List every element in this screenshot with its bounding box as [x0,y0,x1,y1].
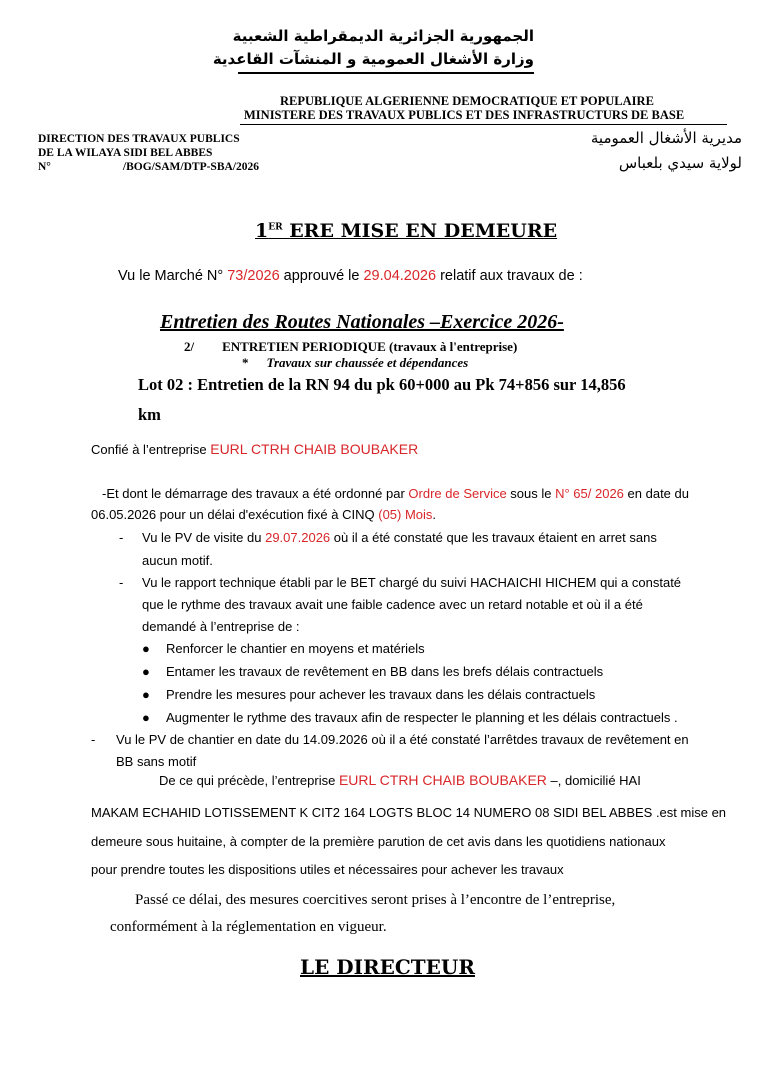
conclusion-line-4: pour prendre toutes les dispositions utiles et nécessaires pour achever les travaux [91,862,564,877]
start-ordre: Ordre de Service [408,486,507,501]
title-superscript: ER [268,222,283,233]
arabic-ministry-heading: وزارة الأشغال العمومية و المنشآت القاعدية [212,50,534,68]
start-duration: (05) Mois [378,507,433,522]
reference-label: N° [38,161,51,173]
start-line-2 [91,507,436,522]
fr-ministry-heading: MINISTERE DES TRAVAUX PUBLICS ET DES INFRASTRUCTURS DE BASE [244,108,685,122]
conclusion-name: EURL CTRH CHAIB BOUBAKER [338,772,547,788]
marche-number: 73/2026 [227,268,280,284]
start-prefix: -Et dont le démarrage des travaux a été ordonné par [102,486,409,501]
start-suffix: en date du [623,486,689,501]
bullet-dot: ● [142,687,150,702]
conclusion-line-1 [159,772,641,788]
pv-date: 29.07.2026 [265,530,331,545]
conclusion-suffix: –, domicilié HAI [546,773,641,788]
dash-bullet: - [119,575,124,590]
arabic-direction: مديرية الأشغال العمومية [590,129,742,147]
chantier-line-2: BB sans motif [116,754,197,769]
works-star: * [242,355,249,370]
title-text: ERE MISE EN DEMEURE [289,220,558,242]
start-period: . [432,507,437,522]
start-number: N° 65/ 2026 [555,486,624,501]
project-title: Entretien des Routes Nationales –Exercice 2026- [160,311,564,333]
closing-line-1: Passé ce délai, des mesures coercitives seront prises à l’encontre de l’entreprise, [135,892,616,908]
pv-visit-line-2: aucun motif. [142,553,213,568]
pv-suffix: où il a été constaté que les travaux étaient en arret sans [330,530,657,545]
direction-line-2: DE LA WILAYA SIDI BEL ABBES [38,147,213,159]
bullet-dot: ● [142,664,150,679]
bullet-dot: ● [142,641,150,656]
contractor-line [91,441,418,457]
marche-prefix: Vu le Marché N° [118,268,228,284]
bullet-item: Entamer les travaux de revêtement en BB dans les brefs délais contractuels [166,664,604,679]
works-text: Travaux sur chaussée et dépendances [266,355,469,370]
contractor-prefix: Confié à l’entreprise [91,442,211,457]
conclusion-line-2: MAKAM ECHAHID LOTISSEMENT K CIT2 164 LOGTS BLOC 14 NUMERO 08 SIDI BEL ABBES .est mise en [91,805,727,820]
marche-line [118,268,583,284]
start-date: 06.05.2026 pour un délai d'exécution fixé à CINQ [91,507,379,522]
fr-republic-heading: REPUBLIQUE ALGERIENNE DEMOCRATIQUE ET POPULAIRE [280,94,654,108]
bullet-item: Augmenter le rythme des travaux afin de respecter le planning et les délais contractuels . [166,710,678,725]
pv-visit-line-1 [142,530,657,545]
lot-line-1: Lot 02 : Entretien de la RN 94 du pk 60+000 au Pk 74+856 sur 14,856 [138,375,626,394]
project-sub-number: 2/ [184,339,195,354]
marche-suffix: relatif aux travaux de : [436,268,583,284]
project-sub-text: ENTRETIEN PERIODIQUE (travaux à l'entreprise) [222,339,518,354]
rapport-line-2: que le rythme des travaux avait une faible cadence avec un retard notable et où il a été [142,597,643,612]
signature-title: LE DIRECTEUR [300,955,475,979]
rapport-line-1: Vu le rapport technique établi par le BET chargé du suivi HACHAICHI HICHEM qui a constaté [142,575,682,590]
header-underline [238,72,534,74]
bullet-dot: ● [142,710,150,725]
start-line-1 [102,486,689,501]
chantier-line-1: Vu le PV de chantier en date du 14.09.2026 où il a été constaté l’arrêtdes travaux de revêtement en [116,732,689,747]
dash-bullet: - [119,530,124,545]
reference-number [38,161,259,173]
project-subtitle [184,339,517,355]
arabic-republic-heading: الجمهورية الجزائرية الديمقراطية الشعبية [232,27,534,45]
rapport-line-3: demandé à l’entreprise de : [142,619,300,634]
closing-line-2: conformément à la réglementation en vigueur. [110,919,387,935]
conclusion-prefix: De ce qui précède, l’entreprise [159,773,339,788]
dash-bullet: - [91,732,96,747]
marche-mid: approuvé le [279,268,364,284]
pv-prefix: Vu le PV de visite du [142,530,266,545]
marche-date: 29.04.2026 [363,268,437,284]
title-number: 1 [255,220,269,242]
bullet-item: Prendre les mesures pour achever les travaux dans les délais contractuels [166,687,596,702]
works-line [242,355,468,371]
reference-value: /BOG/SAM/DTP-SBA/2026 [122,161,260,173]
document-title [255,220,557,242]
contractor-name: EURL CTRH CHAIB BOUBAKER [210,441,419,457]
conclusion-line-3: demeure sous huitaine, à compter de la première parution de cet avis dans les quotidiens nationaux [91,834,666,849]
ministry-rule [240,124,727,125]
direction-line-1: DIRECTION DES TRAVAUX PUBLICS [38,133,240,145]
lot-line-2: km [138,405,161,424]
bullet-item: Renforcer le chantier en moyens et matériels [166,641,425,656]
arabic-wilaya: لولاية سيدي بلعباس [618,154,742,172]
start-mid: sous le [506,486,556,501]
